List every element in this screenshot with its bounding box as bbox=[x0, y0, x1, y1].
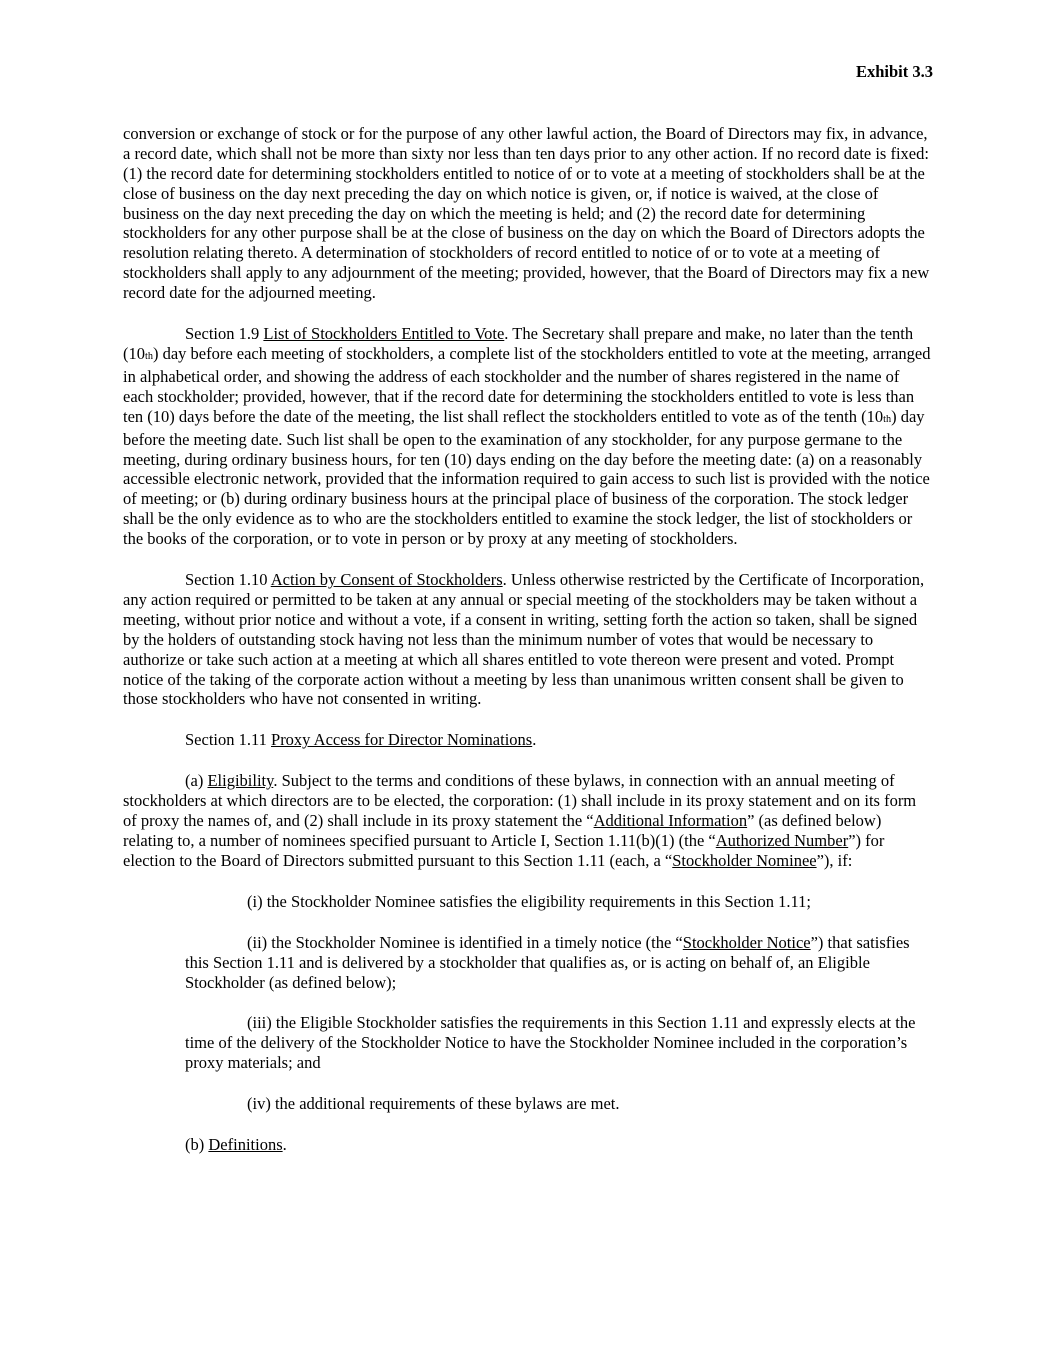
paragraph-subsection-a-eligibility bbox=[123, 771, 933, 871]
text-run: . The Secretary shall prepare and make, no later than the tenth (10 bbox=[123, 324, 914, 363]
paragraph-clause-iv bbox=[185, 1094, 933, 1114]
paragraph-section-1-11 bbox=[123, 730, 933, 750]
exhibit-label: Exhibit 3.3 bbox=[855, 62, 933, 81]
text-run: ” (as defined below) relating to, a number of nominees specified pursuant to Article I, Section 1.11(b)(1) (the “ bbox=[123, 811, 882, 850]
underlined-term: Stockholder Notice bbox=[682, 932, 811, 952]
text-run: (iv) the additional requirements of these bylaws are met. bbox=[247, 1094, 620, 1114]
underlined-section-title: Proxy Access for Director Nominations bbox=[271, 730, 533, 750]
text-run: ”) that satisfies this Section 1.11 and is delivered by a stockholder that qualifies as, or is acting on behalf of, an Eligible Stockholder (as defined below); bbox=[185, 932, 910, 992]
text-run: . bbox=[282, 1135, 287, 1155]
text-run: conversion or exchange of stock or for the purpose of any other lawful action, the Board of Directors may fix, in advance, a record date, which shall not be more than sixty nor less than ten days prior to any other action. If no record date is fixed: (1) the record date for determining stockholders entitled to notice of or to vote at a meeting of stockholders shall be at the close of business on the day next preceding the day on which notice is given, or, if notice is waived, at the close of business on the day next preceding the day on which the meeting is held; and (2) the record date for determining stockholders for any other purpose shall be at the close of business on the day on which the Board of Directors adopts the resolution relating thereto. A determination of stockholders of record entitled to notice of or to vote at a meeting of stockholders shall apply to any adjournment of the meeting; provided, however, that the Board of Directors may fix a new record date for the adjourned meeting. bbox=[123, 123, 930, 303]
text-run: . bbox=[532, 730, 537, 750]
text-run: ) day before each meeting of stockholders, a complete list of the stockholders entitled to vote at the meeting, arranged in alphabetical order, and showing the address of each stockholder and the number of shares registered in the name of each stockholder; provided, however, that if the record date for determining the stockholders entitled to vote is less than ten (10) days before the date of the meeting, the list shall reflect the stockholders entitled to vote as of the tenth (10 bbox=[123, 343, 931, 426]
text-run: ”) for election to the Board of Directors submitted pursuant to this Section 1.11 (each, a “ bbox=[123, 831, 885, 870]
ordinal-suffix: th bbox=[883, 413, 892, 425]
paragraph-clause-i bbox=[185, 892, 933, 912]
text-run: Section 1.10 bbox=[185, 570, 271, 590]
text-run: (a) bbox=[185, 771, 208, 791]
paragraph-continuation-record-date bbox=[123, 124, 933, 303]
text-run: Section 1.9 bbox=[185, 324, 264, 344]
text-run: (ii) the Stockholder Nominee is identified in a timely notice (the “ bbox=[247, 932, 683, 952]
paragraph-section-1-10 bbox=[123, 570, 933, 709]
text-run: ) day before the meeting date. Such list shall be open to the examination of any stockholder, for any purpose germane to the meeting, during ordinary business hours, for ten (10) days ending on the day before the meeting date: (a) on a reasonably accessible electronic network, provided that the information required to gain access to such list is provided with the notice of meeting; or (b) during ordinary business hours at the principal place of business of the corporation. The stock ledger shall be the only evidence as to who are the stockholders entitled to examine the stock ledger, the list of stockholders or the books of the corporation, or to vote in person or by proxy at any meeting of stockholders. bbox=[123, 406, 930, 549]
underlined-term: Definitions bbox=[208, 1135, 283, 1155]
ordinal-suffix: th bbox=[145, 350, 153, 362]
text-run: (i) the Stockholder Nominee satisfies the eligibility requirements in this Section 1.11; bbox=[247, 891, 811, 911]
underlined-term: Stockholder Nominee bbox=[672, 850, 817, 870]
underlined-term: Authorized Number bbox=[715, 831, 849, 850]
text-run: . Unless otherwise restricted by the Certificate of Incorporation, any action required or permitted to be taken at any annual or special meeting of the stockholders may be taken without a meeting, without prior notice and without a vote, if a consent in writing, setting forth the action so taken, shall be signed by the holders of outstanding stock having not less than the minimum number of votes that would be necessary to authorize or take such action at a meeting at which all shares entitled to vote thereon were present and voted. Prompt notice of the taking of the corporate action without a meeting by less than unanimous written consent shall be given to those stockholders who have not consented in writing. bbox=[123, 570, 925, 709]
text-run: . Subject to the terms and conditions of these bylaws, in connection with an annual meeting of stockholders at which directors are to be elected, the corporation: (1) shall include in its proxy statement and on its form of proxy the names of, and (2) shall include in its proxy statement the “ bbox=[123, 771, 917, 831]
text-run: Section 1.11 bbox=[185, 730, 272, 750]
paragraph-clause-iii bbox=[185, 1013, 933, 1073]
paragraph-clause-ii bbox=[185, 933, 933, 993]
underlined-section-title: List of Stockholders Entitled to Vote bbox=[263, 324, 505, 344]
paragraph-section-1-9 bbox=[123, 324, 933, 549]
paragraph-subsection-b-definitions bbox=[123, 1135, 933, 1155]
underlined-term: Additional Information bbox=[593, 811, 748, 831]
text-run: (b) bbox=[185, 1135, 209, 1155]
text-run: (iii) the Eligible Stockholder satisfies the requirements in this Section 1.11 and expressly elects at the time of the delivery of the Stockholder Notice to have the Stockholder Nominee included in the corporation’s proxy materials; and bbox=[185, 1013, 916, 1073]
underlined-term: Eligibility bbox=[207, 771, 274, 791]
text-run: ”), if: bbox=[816, 850, 853, 870]
underlined-section-title: Action by Consent of Stockholders bbox=[270, 570, 503, 590]
